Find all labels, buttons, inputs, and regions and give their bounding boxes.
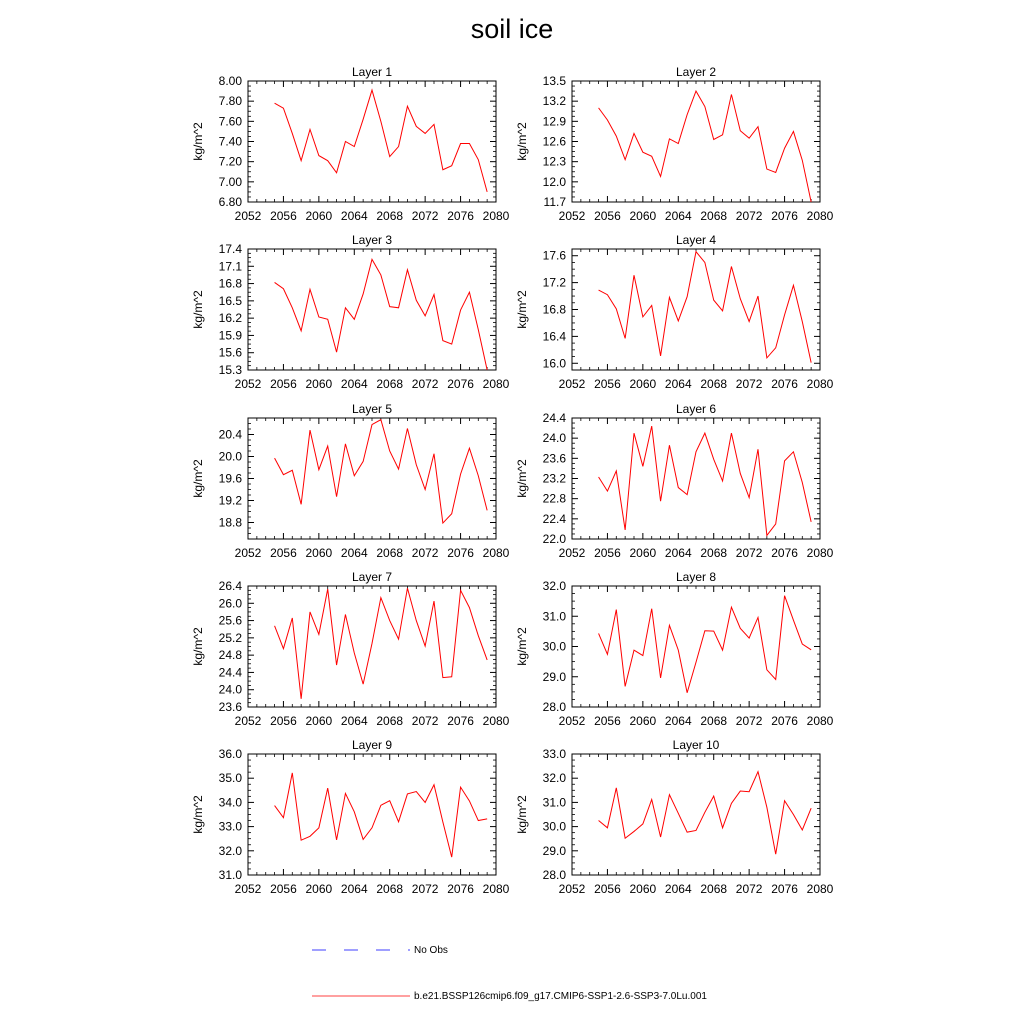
panel-2-ytick-label: 12.6: [542, 134, 566, 149]
panel-1-ytick-label: 7.40: [218, 134, 242, 149]
panel-9-xtick-label: 2076: [447, 882, 474, 896]
panel-8-series-line-1: [599, 596, 812, 693]
panel-7-ytick-label: 24.0: [218, 682, 242, 697]
panel-2-xtick-label: 2072: [735, 209, 763, 223]
panel-8-xtick-label: 2068: [700, 714, 728, 728]
panel-2-xtick-label: 2064: [664, 209, 692, 223]
panel-6-xtick-label: 2076: [771, 546, 798, 560]
panel-5-xtick-label: 2060: [305, 546, 333, 560]
panel-3-ytick-label: 15.3: [218, 363, 242, 377]
panel-7-ytick-label: 25.6: [218, 613, 242, 628]
panel-5-ytick-label: 20.0: [218, 449, 242, 464]
panel-3-ytick-label: 15.9: [218, 328, 242, 343]
panel-10-ytick-label: 32.0: [542, 771, 566, 786]
panel-9-xtick-label: 2060: [305, 882, 333, 896]
panel-9-xtick-label: 2068: [376, 882, 404, 896]
panel-10-ytick-label: 28.0: [542, 868, 566, 882]
panel-9-ytick-label: 35.0: [218, 771, 242, 786]
panel-2-xtick-label: 2076: [771, 209, 798, 223]
panel-4-frame: [572, 249, 820, 370]
panel-9-ylabel: kg/m^2: [191, 795, 205, 834]
panel-6-ytick-label: 24.0: [542, 431, 566, 446]
panel-5-xtick-label: 2072: [411, 546, 439, 560]
panel-1-xtick-label: 2056: [270, 209, 297, 223]
panel-8-ytick-label: 31.0: [542, 609, 566, 624]
panel-6-xtick-label: 2064: [664, 546, 692, 560]
panel-10-title: Layer 10: [672, 738, 720, 752]
panel-7-ytick-label: 26.0: [218, 596, 242, 611]
panel-8-ytick-label: 28.0: [542, 700, 566, 714]
panel-6-series-line-1: [599, 426, 812, 535]
panel-1-ytick-label: 7.60: [218, 114, 242, 129]
panel-9-xtick-label: 2064: [340, 882, 368, 896]
panel-2-ytick-label: 12.9: [542, 114, 566, 129]
panel-5-frame: [248, 418, 496, 539]
panel-7-ylabel: kg/m^2: [191, 627, 205, 666]
panel-2-ytick-label: 13.2: [542, 94, 566, 109]
panel-3-ytick-label: 16.5: [218, 293, 242, 308]
panel-7-series-line-1: [275, 588, 488, 699]
panel-9-xtick-label: 2056: [270, 882, 297, 896]
panel-9-xtick-label: 2052: [234, 882, 262, 896]
panel-10-ytick-label: 29.0: [542, 843, 566, 858]
panel-6-xtick-label: 2072: [735, 546, 763, 560]
panel-6-xtick-label: 2068: [700, 546, 728, 560]
panel-4-ytick-label: 16.4: [542, 329, 566, 344]
panel-8-xtick-label: 2060: [629, 714, 657, 728]
panel-3-xtick-label: 2052: [234, 377, 262, 391]
panel-4-xtick-label: 2064: [664, 377, 692, 391]
panel-5-ytick-label: 19.6: [218, 471, 242, 486]
panel-4-xtick-label: 2060: [629, 377, 657, 391]
panel-5-ytick-label: 20.4: [218, 427, 242, 442]
panel-3-frame: [248, 249, 496, 370]
panel-9-title: Layer 9: [351, 738, 393, 752]
panel-5-xtick-label: 2068: [376, 546, 404, 560]
panel-9-ytick-label: 33.0: [218, 819, 242, 834]
panel-4-ytick-label: 16.0: [542, 356, 566, 371]
panel-7-title: Layer 7: [351, 570, 393, 584]
panel-6-title: Layer 6: [675, 402, 717, 416]
page-title: soil ice: [470, 14, 554, 44]
panel-4-series-line-1: [599, 252, 812, 363]
panel-3-ytick-label: 16.8: [218, 276, 242, 291]
panel-4-ylabel: kg/m^2: [515, 290, 529, 329]
panel-8-title: Layer 8: [675, 570, 717, 584]
panel-4-ytick-label: 17.2: [542, 275, 566, 290]
panel-7-xtick-label: 2076: [447, 714, 474, 728]
panel-4-title: Layer 4: [675, 233, 717, 247]
panel-4-xtick-label: 2068: [700, 377, 728, 391]
panel-1-xtick-label: 2068: [376, 209, 404, 223]
panel-10-xtick-label: 2072: [735, 882, 763, 896]
panel-8-ytick-label: 29.0: [542, 669, 566, 684]
panel-10-ytick-label: 31.0: [542, 795, 566, 810]
panel-3-xtick-label: 2056: [270, 377, 297, 391]
panel-8-ytick-label: 30.0: [542, 639, 566, 654]
panel-7-xtick-label: 2080: [482, 714, 510, 728]
panel-4-xtick-label: 2076: [771, 377, 798, 391]
panel-9-ytick-label: 36.0: [218, 747, 242, 761]
panel-2-ytick-label: 11.7: [543, 195, 566, 209]
panel-10-xtick-label: 2076: [771, 882, 798, 896]
panel-5-xtick-label: 2080: [482, 546, 510, 560]
panel-1-ylabel: kg/m^2: [191, 122, 205, 161]
panel-3-xtick-label: 2068: [376, 377, 404, 391]
panel-3-xtick-label: 2080: [482, 377, 510, 391]
panel-7-ytick-label: 24.4: [218, 665, 242, 680]
panel-1-xtick-label: 2052: [234, 209, 262, 223]
panel-9-ytick-label: 31.0: [218, 868, 242, 882]
panel-2-series-line-1: [599, 91, 812, 202]
panel-7-ytick-label: 24.8: [218, 648, 242, 663]
panel-7-ytick-label: 26.4: [218, 579, 242, 593]
panel-3-title: Layer 3: [351, 233, 393, 247]
panel-2-xtick-label: 2080: [806, 209, 834, 223]
panel-3-ytick-label: 17.1: [218, 259, 242, 274]
legend-obs-label: No Obs: [414, 945, 448, 956]
panel-6-ytick-label: 22.8: [542, 491, 566, 506]
panel-1-xtick-label: 2060: [305, 209, 333, 223]
panel-2-xtick-label: 2068: [700, 209, 728, 223]
panel-3-ytick-label: 16.2: [218, 311, 242, 326]
panel-7-xtick-label: 2060: [305, 714, 333, 728]
panel-2-ytick-label: 12.3: [542, 154, 566, 169]
panel-5-xtick-label: 2052: [234, 546, 262, 560]
panel-7-xtick-label: 2072: [411, 714, 439, 728]
panel-4-ytick-label: 16.8: [542, 302, 566, 317]
panel-1-ytick-label: 8.00: [218, 74, 242, 88]
panel-1-ytick-label: 7.00: [218, 174, 242, 189]
panel-5-xtick-label: 2076: [447, 546, 474, 560]
panel-4-ytick-label: 17.6: [542, 248, 566, 263]
panel-6-ylabel: kg/m^2: [515, 459, 529, 498]
panel-4-xtick-label: 2072: [735, 377, 763, 391]
panel-5-ytick-label: 19.2: [218, 493, 242, 508]
panel-3-xtick-label: 2076: [447, 377, 474, 391]
panel-5-xtick-label: 2064: [340, 546, 368, 560]
panel-7-xtick-label: 2052: [234, 714, 262, 728]
panel-10-xtick-label: 2068: [700, 882, 728, 896]
panel-2-xtick-label: 2060: [629, 209, 657, 223]
panel-10-frame: [572, 754, 820, 875]
panel-5-xtick-label: 2056: [270, 546, 297, 560]
panel-1-ytick-label: 6.80: [218, 195, 242, 209]
panel-9-xtick-label: 2072: [411, 882, 439, 896]
panel-10-xtick-label: 2080: [806, 882, 834, 896]
panel-2-ytick-label: 12.0: [542, 174, 566, 189]
panel-2-xtick-label: 2052: [558, 209, 586, 223]
panel-2-ylabel: kg/m^2: [515, 122, 529, 161]
panel-2-xtick-label: 2056: [594, 209, 621, 223]
panel-2-frame: [572, 81, 820, 202]
panel-8-xtick-label: 2052: [558, 714, 586, 728]
panel-1-xtick-label: 2080: [482, 209, 510, 223]
panel-6-ytick-label: 22.4: [542, 511, 566, 526]
panel-1-ytick-label: 7.20: [218, 154, 242, 169]
panel-10-xtick-label: 2060: [629, 882, 657, 896]
panel-4-xtick-label: 2052: [558, 377, 586, 391]
panel-1-xtick-label: 2076: [447, 209, 474, 223]
panel-3-xtick-label: 2060: [305, 377, 333, 391]
panel-3-ytick-label: 17.4: [218, 242, 242, 256]
panel-2-ytick-label: 13.5: [542, 74, 566, 88]
panel-7-ytick-label: 25.2: [218, 630, 242, 645]
panel-3-xtick-label: 2072: [411, 377, 439, 391]
panel-8-ylabel: kg/m^2: [515, 627, 529, 666]
panel-10-ytick-label: 33.0: [542, 747, 566, 761]
panel-9-ytick-label: 34.0: [218, 795, 242, 810]
panel-10-xtick-label: 2056: [594, 882, 621, 896]
panel-7-xtick-label: 2068: [376, 714, 404, 728]
panel-1-frame: [248, 81, 496, 202]
panel-9-frame: [248, 754, 496, 875]
panel-9-xtick-label: 2080: [482, 882, 510, 896]
panel-6-frame: [572, 418, 820, 539]
panel-6-ytick-label: 22.0: [542, 532, 566, 546]
panel-6-xtick-label: 2052: [558, 546, 586, 560]
panel-6-xtick-label: 2056: [594, 546, 621, 560]
panel-8-xtick-label: 2064: [664, 714, 692, 728]
panel-1-title: Layer 1: [351, 65, 393, 79]
panel-6-ytick-label: 23.2: [542, 471, 566, 486]
panel-9-ytick-label: 32.0: [218, 843, 242, 858]
panel-8-xtick-label: 2056: [594, 714, 621, 728]
panel-4-xtick-label: 2080: [806, 377, 834, 391]
panel-10-xtick-label: 2064: [664, 882, 692, 896]
panel-2-title: Layer 2: [675, 65, 717, 79]
panel-6-xtick-label: 2080: [806, 546, 834, 560]
panel-3-ytick-label: 15.6: [218, 345, 242, 360]
panel-9-series-line-1: [275, 773, 488, 857]
panel-10-series-line-1: [599, 772, 812, 855]
panel-4-xtick-label: 2056: [594, 377, 621, 391]
panel-10-ytick-label: 30.0: [542, 819, 566, 834]
panel-1-xtick-label: 2064: [340, 209, 368, 223]
panel-3-series-line-1: [275, 259, 488, 370]
panel-7-xtick-label: 2056: [270, 714, 297, 728]
panel-6-ytick-label: 24.4: [542, 411, 566, 425]
panel-6-ytick-label: 23.6: [542, 451, 566, 466]
panel-8-xtick-label: 2072: [735, 714, 763, 728]
panel-5-ytick-label: 18.8: [218, 515, 242, 530]
panel-5-ylabel: kg/m^2: [191, 459, 205, 498]
legend-model-label: b.e21.BSSP126cmip6.f09_g17.CMIP6-SSP1-2.6-SSP3-7.0Lu.001: [414, 991, 707, 1002]
panel-5-series-line-1: [275, 420, 488, 523]
panel-8-xtick-label: 2076: [771, 714, 798, 728]
panel-1-series-line-1: [275, 90, 488, 192]
panel-1-ytick-label: 7.80: [218, 94, 242, 109]
panel-10-xtick-label: 2052: [558, 882, 586, 896]
panel-7-ytick-label: 23.6: [218, 700, 242, 714]
panel-8-xtick-label: 2080: [806, 714, 834, 728]
panel-1-xtick-label: 2072: [411, 209, 439, 223]
panel-8-ytick-label: 32.0: [542, 579, 566, 593]
panel-5-title: Layer 5: [351, 402, 393, 416]
panel-7-xtick-label: 2064: [340, 714, 368, 728]
panel-6-xtick-label: 2060: [629, 546, 657, 560]
panel-3-xtick-label: 2064: [340, 377, 368, 391]
panel-3-ylabel: kg/m^2: [191, 290, 205, 329]
panel-10-ylabel: kg/m^2: [515, 795, 529, 834]
